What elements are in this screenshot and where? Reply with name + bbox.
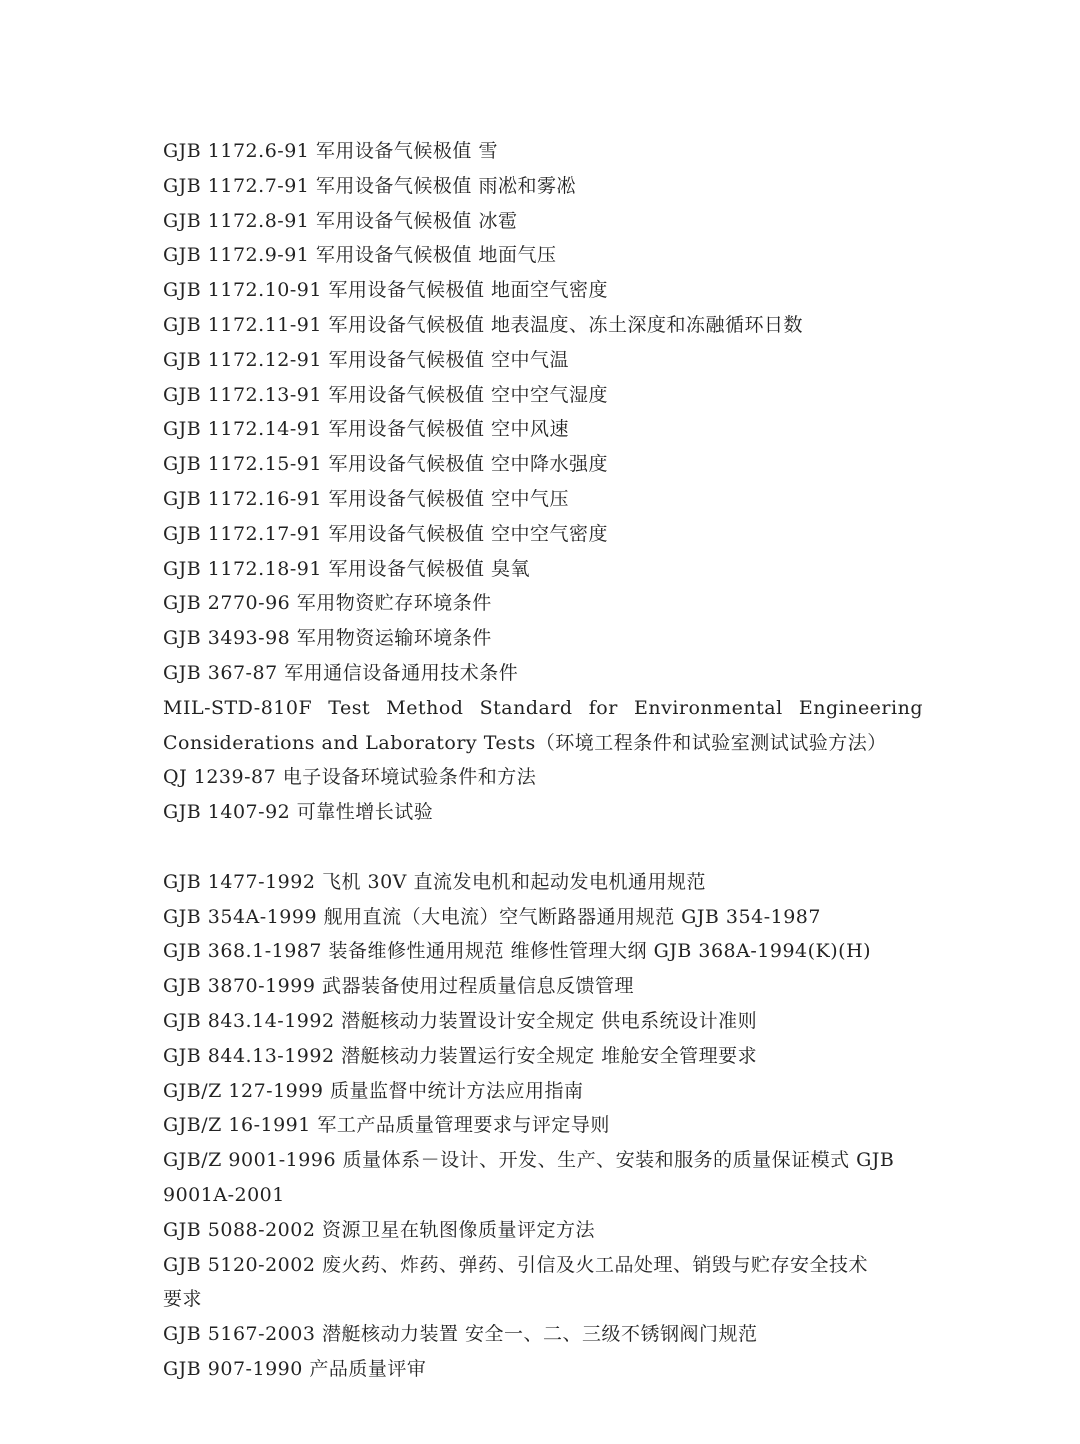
list-item: GJB/Z 127-1999 质量监督中统计方法应用指南 (163, 1079, 584, 1102)
list-item: GJB 1172.14-91 军用设备气候极值 空中风速 (163, 418, 570, 441)
list-item: GJB 1172.11-91 军用设备气候极值 地表温度、冻土深度和冻融循环日数 (163, 313, 804, 336)
list-item: GJB 354A-1999 舰用直流（大电流）空气断路器通用规范 GJB 354-1987 (163, 905, 821, 928)
list-item-gjb5120-line2: 要求 (163, 1288, 203, 1311)
list-item: GJB 367-87 军用通信设备通用技术条件 (163, 661, 519, 684)
list-item: GJB 1172.13-91 军用设备气候极值 空中空气湿度 (163, 383, 609, 406)
standards-list-general (163, 865, 923, 1387)
list-item: GJB 1407-92 可靠性增长试验 (163, 801, 434, 824)
standards-document (163, 134, 923, 1387)
list-item-gjbz9001-line1: GJB/Z 9001-1996 质量体系－设计、开发、生产、安装和服务的质量保证模式 GJB (163, 1149, 895, 1172)
list-item: GJB 1172.16-91 军用设备气候极值 空中气压 (163, 487, 570, 510)
standards-list-climate (163, 134, 923, 830)
list-item: GJB 1172.15-91 军用设备气候极值 空中降水强度 (163, 453, 609, 476)
list-item: GJB 3493-98 军用物资运输环境条件 (163, 627, 492, 650)
list-item-gjb5120-line1: GJB 5120-2002 废火药、炸药、弹药、引信及火工品处理、销毁与贮存安全技术 (163, 1253, 868, 1276)
list-item: GJB 3870-1999 武器装备使用过程质量信息反馈管理 (163, 975, 634, 998)
list-item: GJB 5167-2003 潜艇核动力装置 安全一、二、三级不锈钢阀门规范 (163, 1323, 758, 1346)
list-item: GJB 1172.9-91 军用设备气候极值 地面气压 (163, 244, 557, 267)
list-item: GJB 1477-1992 飞机 30V 直流发电机和起动发电机通用规范 (163, 870, 706, 893)
list-item-mil-std-line2: Considerations and Laboratory Tests（环境工程条件和试验室测试试验方法） (163, 731, 887, 754)
list-item: GJB 1172.12-91 军用设备气候极值 空中气温 (163, 348, 570, 371)
list-item: GJB 843.14-1992 潜艇核动力装置设计安全规定 供电系统设计准则 (163, 1009, 758, 1032)
list-item: GJB 1172.8-91 军用设备气候极值 冰雹 (163, 209, 518, 232)
list-item: GJB 1172.6-91 军用设备气候极值 雪 (163, 140, 498, 162)
list-item: QJ 1239-87 电子设备环境试验条件和方法 (163, 766, 537, 789)
list-item: GJB 1172.10-91 军用设备气候极值 地面空气密度 (163, 279, 609, 302)
list-item-mil-std-line1: MIL-STD-810F Test Method Standard for Environmental Engineering (163, 696, 923, 719)
list-item: GJB/Z 16-1991 军工产品质量管理要求与评定导则 (163, 1114, 610, 1137)
list-item: GJB 1172.7-91 军用设备气候极值 雨凇和雾凇 (163, 174, 576, 197)
list-item-gjbz9001-line2: 9001A-2001 (163, 1183, 285, 1206)
list-item: GJB 2770-96 军用物资贮存环境条件 (163, 592, 492, 615)
list-item: GJB 907-1990 产品质量评审 (163, 1357, 427, 1380)
list-item: GJB 1172.17-91 军用设备气候极值 空中空气密度 (163, 522, 609, 545)
list-item: GJB 844.13-1992 潜艇核动力装置运行安全规定 堆舱安全管理要求 (163, 1044, 758, 1067)
list-item: GJB 5088-2002 资源卫星在轨图像质量评定方法 (163, 1218, 595, 1241)
list-item: GJB 1172.18-91 军用设备气候极值 臭氧 (163, 557, 531, 580)
list-item: GJB 368.1-1987 装备维修性通用规范 维修性管理大纲 GJB 368A-1994(K)(H) (163, 940, 872, 963)
paragraph-gap (163, 830, 923, 865)
